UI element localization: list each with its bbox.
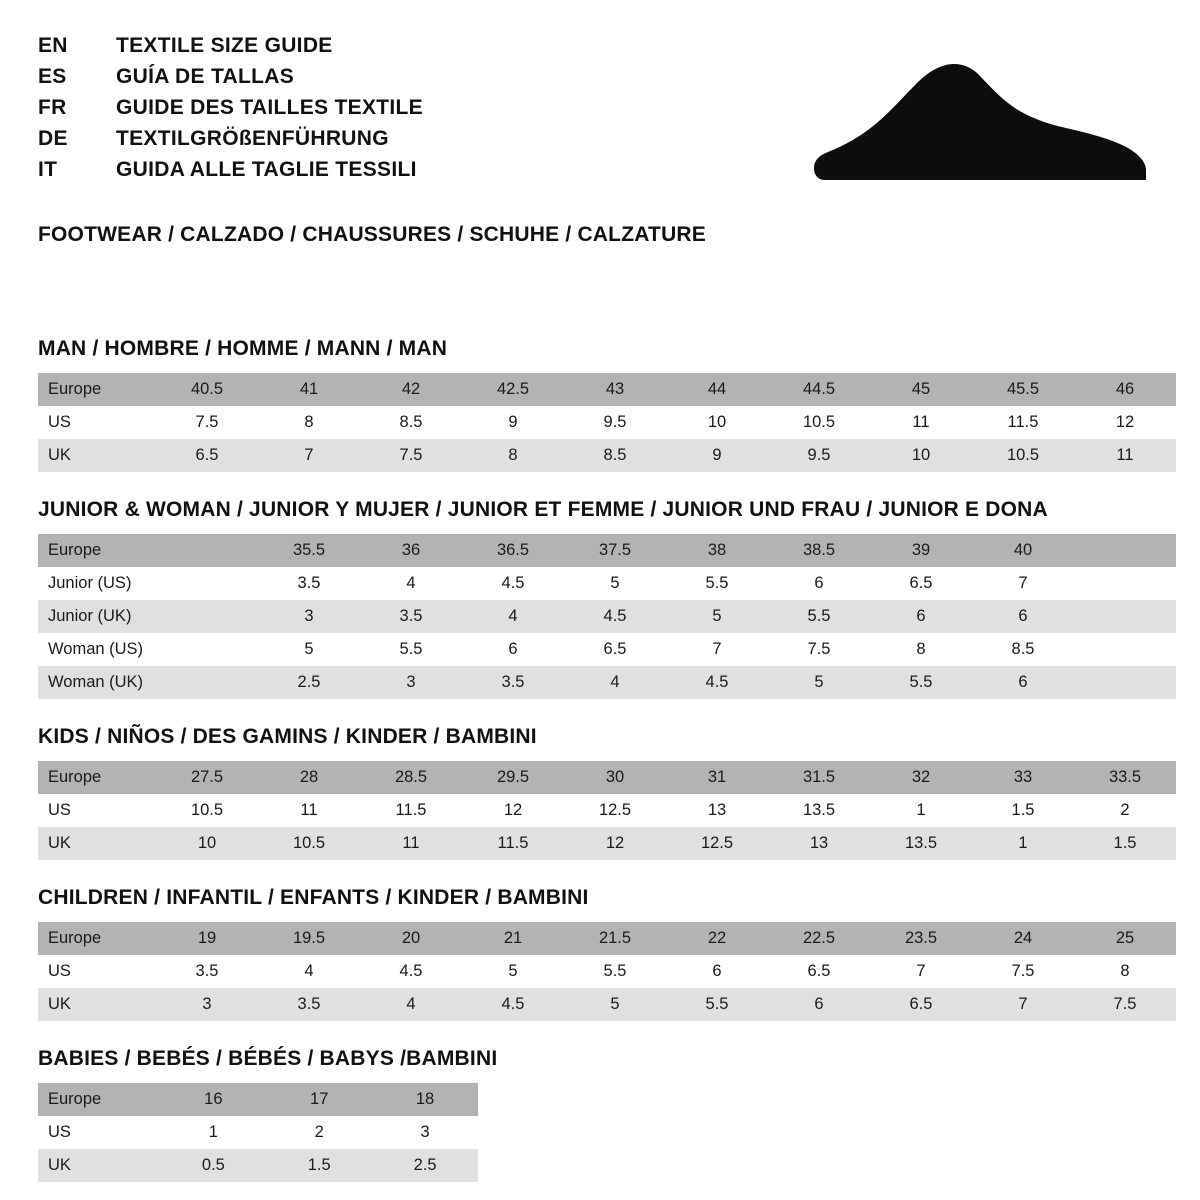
language-row xyxy=(38,127,423,151)
cell: 6.5 xyxy=(564,633,666,666)
cell: 8.5 xyxy=(972,633,1074,666)
cell: 6.5 xyxy=(768,955,870,988)
cell: 12.5 xyxy=(564,794,666,827)
cell: 21.5 xyxy=(564,922,666,955)
cell: 3 xyxy=(258,600,360,633)
row-label: US xyxy=(38,955,156,988)
cell: 2 xyxy=(266,1116,372,1149)
cell: 18 xyxy=(372,1083,478,1116)
cell: 13 xyxy=(666,794,768,827)
cell xyxy=(1074,666,1176,699)
language-code: IT xyxy=(38,158,58,181)
cell: 5 xyxy=(462,955,564,988)
section-title-junior-woman: JUNIOR & WOMAN / JUNIOR Y MUJER / JUNIOR ET FEMME / JUNIOR UND FRAU / JUNIOR E DONA xyxy=(38,498,1048,521)
language-title: TEXTILGRÖßENFÜHRUNG xyxy=(116,127,389,150)
language-row xyxy=(38,158,423,182)
table-row xyxy=(38,794,1176,827)
row-label: Europe xyxy=(38,1083,160,1116)
cell xyxy=(156,666,258,699)
cell: 0.5 xyxy=(160,1149,266,1182)
size-table-junior-woman xyxy=(38,534,1162,699)
language-row xyxy=(38,34,423,58)
cell: 24 xyxy=(972,922,1074,955)
cell: 45 xyxy=(870,373,972,406)
cell: 5 xyxy=(666,600,768,633)
cell: 10 xyxy=(666,406,768,439)
table-row xyxy=(38,567,1176,600)
cell: 45.5 xyxy=(972,373,1074,406)
language-title-list xyxy=(38,34,423,189)
cell: 3.5 xyxy=(258,567,360,600)
cell: 4.5 xyxy=(360,955,462,988)
language-code: FR xyxy=(38,96,67,119)
cell: 46 xyxy=(1074,373,1176,406)
cell: 5 xyxy=(768,666,870,699)
cell: 33.5 xyxy=(1074,761,1176,794)
table-row xyxy=(38,827,1176,860)
cell: 12.5 xyxy=(666,827,768,860)
cell: 13.5 xyxy=(870,827,972,860)
cell: 4.5 xyxy=(462,567,564,600)
cell: 3.5 xyxy=(462,666,564,699)
cell: 1 xyxy=(972,827,1074,860)
cell: 5.5 xyxy=(360,633,462,666)
cell: 40 xyxy=(972,534,1074,567)
cell: 44 xyxy=(666,373,768,406)
cell: 3 xyxy=(372,1116,478,1149)
cell: 5.5 xyxy=(666,567,768,600)
cell xyxy=(156,633,258,666)
cell: 3 xyxy=(156,988,258,1021)
cell: 42 xyxy=(360,373,462,406)
cell: 6 xyxy=(768,988,870,1021)
cell: 1 xyxy=(160,1116,266,1149)
cell: 35.5 xyxy=(258,534,360,567)
cell: 6 xyxy=(972,666,1074,699)
cell: 10.5 xyxy=(768,406,870,439)
table-row xyxy=(38,633,1176,666)
cell: 28.5 xyxy=(360,761,462,794)
cell: 39 xyxy=(870,534,972,567)
cell: 7.5 xyxy=(156,406,258,439)
cell: 40.5 xyxy=(156,373,258,406)
cell xyxy=(156,600,258,633)
table-row xyxy=(38,1083,478,1116)
cell: 10 xyxy=(156,827,258,860)
cell: 4 xyxy=(258,955,360,988)
cell: 4 xyxy=(462,600,564,633)
cell: 42.5 xyxy=(462,373,564,406)
cell: 11 xyxy=(258,794,360,827)
section-title-children: CHILDREN / INFANTIL / ENFANTS / KINDER / BAMBINI xyxy=(38,886,589,909)
cell: 8 xyxy=(258,406,360,439)
cell: 31.5 xyxy=(768,761,870,794)
cell: 10 xyxy=(870,439,972,472)
cell: 1.5 xyxy=(266,1149,372,1182)
cell: 4 xyxy=(360,988,462,1021)
cell: 29.5 xyxy=(462,761,564,794)
row-label: Woman (US) xyxy=(38,633,156,666)
cell: 5.5 xyxy=(870,666,972,699)
size-table-babies xyxy=(38,1083,1162,1182)
cell: 12 xyxy=(1074,406,1176,439)
cell: 30 xyxy=(564,761,666,794)
table-row xyxy=(38,534,1176,567)
row-label: Europe xyxy=(38,534,156,567)
cell: 1.5 xyxy=(972,794,1074,827)
cell: 12 xyxy=(564,827,666,860)
language-code: ES xyxy=(38,65,67,88)
table-row xyxy=(38,600,1176,633)
cell: 31 xyxy=(666,761,768,794)
page-header xyxy=(38,34,1162,189)
cell: 44.5 xyxy=(768,373,870,406)
row-label: UK xyxy=(38,1149,160,1182)
cell: 37.5 xyxy=(564,534,666,567)
cell: 6.5 xyxy=(870,567,972,600)
cell: 21 xyxy=(462,922,564,955)
shoe-illustration xyxy=(802,34,1162,185)
cell: 17 xyxy=(266,1083,372,1116)
cell: 8 xyxy=(870,633,972,666)
cell xyxy=(1074,600,1176,633)
cell: 5.5 xyxy=(666,988,768,1021)
row-label: Woman (UK) xyxy=(38,666,156,699)
cell: 10.5 xyxy=(258,827,360,860)
cell xyxy=(1074,633,1176,666)
table-row xyxy=(38,373,1176,406)
language-title: GUÍA DE TALLAS xyxy=(116,65,295,88)
cell: 6 xyxy=(666,955,768,988)
cell: 9.5 xyxy=(564,406,666,439)
row-label: UK xyxy=(38,827,156,860)
cell: 7 xyxy=(972,567,1074,600)
cell: 3.5 xyxy=(156,955,258,988)
cell: 6 xyxy=(462,633,564,666)
table-row xyxy=(38,988,1176,1021)
cell: 7.5 xyxy=(972,955,1074,988)
table-row xyxy=(38,922,1176,955)
cell: 1.5 xyxy=(1074,827,1176,860)
cell: 43 xyxy=(564,373,666,406)
cell: 8 xyxy=(1074,955,1176,988)
table-row xyxy=(38,406,1176,439)
cell: 19.5 xyxy=(258,922,360,955)
row-label: US xyxy=(38,794,156,827)
cell xyxy=(1074,567,1176,600)
row-label: Europe xyxy=(38,761,156,794)
table-row xyxy=(38,761,1176,794)
cell: 4 xyxy=(360,567,462,600)
language-title: TEXTILE SIZE GUIDE xyxy=(116,34,333,57)
cell: 25 xyxy=(1074,922,1176,955)
cell: 7 xyxy=(972,988,1074,1021)
cell: 32 xyxy=(870,761,972,794)
cell: 7.5 xyxy=(360,439,462,472)
table-row xyxy=(38,955,1176,988)
cell: 1 xyxy=(870,794,972,827)
cell: 19 xyxy=(156,922,258,955)
cell: 9 xyxy=(666,439,768,472)
cell: 2.5 xyxy=(258,666,360,699)
section-title-man: MAN / HOMBRE / HOMME / MANN / MAN xyxy=(38,337,448,360)
cell: 4.5 xyxy=(564,600,666,633)
cell: 38.5 xyxy=(768,534,870,567)
section-title-babies: BABIES / BEBÉS / BÉBÉS / BABYS /BAMBINI xyxy=(38,1047,498,1070)
cell: 2.5 xyxy=(372,1149,478,1182)
cell: 5 xyxy=(564,567,666,600)
cell: 8.5 xyxy=(564,439,666,472)
row-label: UK xyxy=(38,988,156,1021)
cell: 11.5 xyxy=(462,827,564,860)
cell: 3 xyxy=(360,666,462,699)
table-row xyxy=(38,666,1176,699)
cell: 7.5 xyxy=(1074,988,1176,1021)
cell: 6 xyxy=(870,600,972,633)
cell: 5 xyxy=(258,633,360,666)
language-row xyxy=(38,65,423,89)
cell: 7.5 xyxy=(768,633,870,666)
cell: 36 xyxy=(360,534,462,567)
size-table-kids xyxy=(38,761,1162,860)
cell: 6.5 xyxy=(156,439,258,472)
cell: 6 xyxy=(972,600,1074,633)
row-label: Europe xyxy=(38,922,156,955)
cell: 2 xyxy=(1074,794,1176,827)
cell: 3.5 xyxy=(258,988,360,1021)
cell: 6.5 xyxy=(870,988,972,1021)
language-title: GUIDE DES TAILLES TEXTILE xyxy=(116,96,423,119)
footwear-category-title: FOOTWEAR / CALZADO / CHAUSSURES / SCHUHE / CALZATURE xyxy=(38,223,707,246)
row-label: Junior (UK) xyxy=(38,600,156,633)
table-row xyxy=(38,1116,478,1149)
language-code: DE xyxy=(38,127,68,150)
cell: 20 xyxy=(360,922,462,955)
cell: 6 xyxy=(768,567,870,600)
cell: 22.5 xyxy=(768,922,870,955)
cell: 9 xyxy=(462,406,564,439)
cell: 5.5 xyxy=(768,600,870,633)
cell: 7 xyxy=(258,439,360,472)
cell: 3.5 xyxy=(360,600,462,633)
table-row xyxy=(38,1149,478,1182)
cell: 5.5 xyxy=(564,955,666,988)
cell: 27.5 xyxy=(156,761,258,794)
cell: 4.5 xyxy=(462,988,564,1021)
cell: 11 xyxy=(360,827,462,860)
section-title-kids: KIDS / NIÑOS / DES GAMINS / KINDER / BAMBINI xyxy=(38,725,537,748)
cell xyxy=(156,534,258,567)
cell: 10.5 xyxy=(156,794,258,827)
cell: 7 xyxy=(666,633,768,666)
cell: 13 xyxy=(768,827,870,860)
cell: 5 xyxy=(564,988,666,1021)
cell: 7 xyxy=(870,955,972,988)
cell: 23.5 xyxy=(870,922,972,955)
row-label: Europe xyxy=(38,373,156,406)
cell: 16 xyxy=(160,1083,266,1116)
cell: 10.5 xyxy=(972,439,1074,472)
row-label: US xyxy=(38,1116,160,1149)
cell: 41 xyxy=(258,373,360,406)
row-label: UK xyxy=(38,439,156,472)
cell: 11.5 xyxy=(972,406,1074,439)
cell: 13.5 xyxy=(768,794,870,827)
cell: 9.5 xyxy=(768,439,870,472)
row-label: Junior (US) xyxy=(38,567,156,600)
dress-shoe-icon xyxy=(812,60,1152,185)
cell: 11 xyxy=(1074,439,1176,472)
size-table-man xyxy=(38,373,1162,472)
cell: 12 xyxy=(462,794,564,827)
cell: 22 xyxy=(666,922,768,955)
cell: 4.5 xyxy=(666,666,768,699)
size-table-children xyxy=(38,922,1162,1021)
cell: 11.5 xyxy=(360,794,462,827)
cell: 11 xyxy=(870,406,972,439)
language-code: EN xyxy=(38,34,68,57)
cell: 36.5 xyxy=(462,534,564,567)
cell: 4 xyxy=(564,666,666,699)
cell: 28 xyxy=(258,761,360,794)
cell: 33 xyxy=(972,761,1074,794)
language-title: GUIDA ALLE TAGLIE TESSILI xyxy=(116,158,417,181)
table-row xyxy=(38,439,1176,472)
language-row xyxy=(38,96,423,120)
row-label: US xyxy=(38,406,156,439)
cell: 8 xyxy=(462,439,564,472)
cell: 38 xyxy=(666,534,768,567)
cell xyxy=(1074,534,1176,567)
cell xyxy=(156,567,258,600)
cell: 8.5 xyxy=(360,406,462,439)
